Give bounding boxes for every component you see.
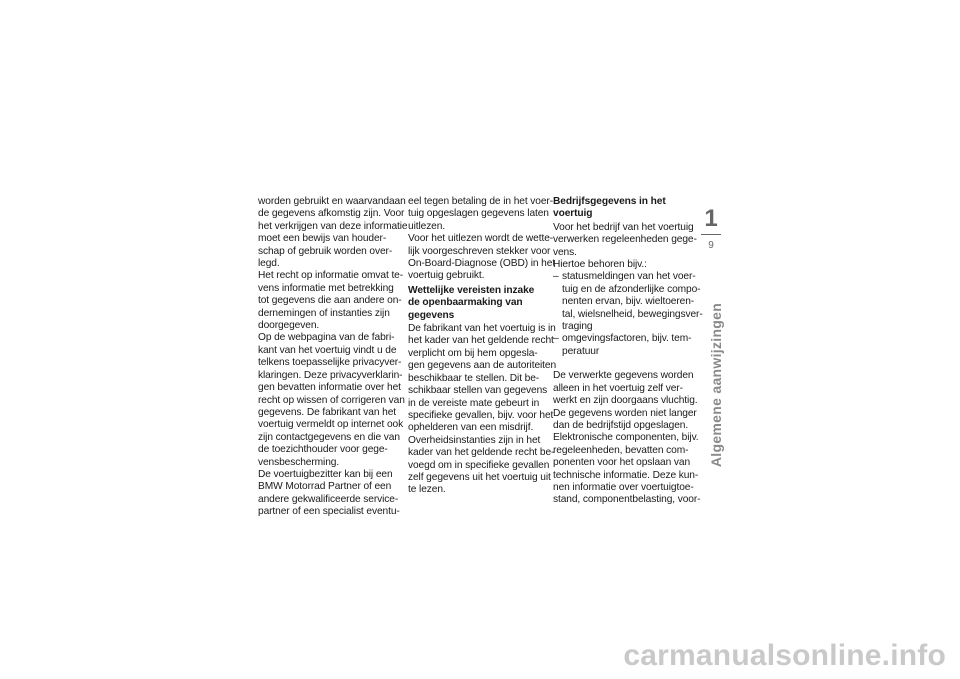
chapter-side-title: Algemene aanwijzingen (708, 302, 724, 468)
paragraph (258, 270, 404, 332)
bullet-dash: – (553, 333, 559, 345)
text-line: verplicht om bij hem opgesla- (408, 347, 538, 359)
watermark: carmanualsonline.info (623, 639, 946, 672)
text-line: ponenten voor het opslaan van (553, 457, 691, 469)
heading-line: voertuig (553, 208, 593, 220)
text-line: legd. (258, 258, 280, 270)
heading-line: de openbaarmaking van (408, 297, 523, 309)
heading-line: Wettelijke vereisten inzake (408, 284, 535, 296)
text-line: De verwerkte gegevens worden (553, 370, 694, 382)
text-line: De gegevens worden niet langer (553, 407, 697, 419)
bullet-text: statusmeldingen van het voer- (562, 271, 696, 283)
bullet-first-line (553, 333, 693, 345)
paragraph (258, 196, 408, 270)
text-line: voegd om in specifieke gevallen (408, 459, 550, 471)
text-line: De fabrikant van het voertuig is in (408, 323, 556, 335)
text-line: andere gekwalificeerde service- (258, 493, 399, 505)
text-line: lijk voorgeschreven stekker voor (408, 245, 551, 257)
paragraph-gap (553, 358, 693, 370)
text-line: Elektronische componenten, bijv. (553, 432, 699, 444)
text-line: vens. (553, 246, 577, 258)
text-line: recht op wissen of corrigeren van (258, 394, 405, 406)
text-line: het kader van het geldende recht (408, 335, 554, 347)
text-line: uitlezen. (408, 220, 446, 232)
text-line: doorgegeven. (258, 320, 320, 332)
heading-line: gegevens (408, 309, 455, 321)
text-line: Op de webpagina van de fabri- (258, 332, 395, 344)
paragraph (408, 233, 556, 283)
text-line: ophelderen van een misdrijf. (408, 422, 534, 434)
text-line: Hiertoe behoren bijv.: (553, 259, 647, 271)
text-line: specifieke gevallen, bijv. voor het (408, 409, 554, 421)
text-line: regeleenheden, bevatten com- (553, 444, 689, 456)
text-line: kant van het voertuig vindt u de (258, 344, 397, 356)
paragraph (553, 370, 698, 432)
text-line: worden gebruikt en waarvandaan (258, 196, 406, 207)
text-line: kader van het geldende recht be- (408, 447, 555, 459)
text-line: voertuig vermeldt op internet ook (258, 419, 404, 431)
text-line: de gegevens afkomstig zijn. Voor (258, 208, 405, 220)
bullet-text: tuig en de afzonderlijke compo- (562, 283, 701, 295)
bullet-item (553, 271, 703, 333)
text-line: gen bevatten informatie over het (258, 382, 401, 394)
text-line: beschikbaar te stellen. Dit be- (408, 372, 540, 384)
chapter-divider (701, 234, 721, 235)
text-line: werkt en zijn doorgaans vluchtig. (553, 395, 698, 407)
text-line: vens informatie met betrekking (258, 282, 394, 294)
heading-line: Bedrijfsgegevens in het (553, 196, 666, 207)
text-line: het verkrijgen van deze informatie (258, 220, 408, 232)
text-line: dan de bedrijfstijd opgeslagen. (553, 419, 689, 431)
paragraph (553, 432, 701, 506)
text-line: zijn contactgegevens en die van (258, 431, 400, 443)
text-column-3 (553, 196, 703, 507)
text-column-2 (408, 196, 557, 497)
text-line: vensbescherming. (258, 456, 340, 468)
text-line: gegevens. De fabrikant van het (258, 406, 397, 418)
text-line: Voor het uitlezen wordt de wette- (408, 233, 554, 245)
text-line: BMW Motorrad Partner of een (258, 481, 392, 493)
text-line: telkens toepasselijke privacyver- (258, 357, 402, 369)
text-line: schikbaar stellen van gegevens (408, 385, 548, 397)
text-column-1 (258, 196, 408, 519)
bullet-text: traging (562, 321, 593, 333)
paragraph (553, 259, 693, 271)
text-line: in de vereiste mate gebeurt in (408, 397, 540, 409)
text-line: gen gegevens aan de autoriteiten (408, 360, 557, 372)
paragraph (408, 323, 557, 435)
text-line: eel tegen betaling de in het voer- (408, 196, 553, 207)
section-heading (553, 196, 693, 221)
text-line: technische informatie. Deze kun- (553, 469, 699, 481)
text-line: te lezen. (408, 484, 446, 496)
bullet-text: omgevingsfactoren, bijv. tem- (562, 333, 692, 345)
page-number: 9 (708, 240, 714, 251)
chapter-number: 1 (704, 205, 718, 232)
text-line: voertuig gebruikt. (408, 270, 485, 282)
paragraph (258, 469, 398, 519)
text-line: zelf gegevens uit het voertuig uit (408, 471, 551, 483)
text-line: Het recht op informatie omvat te- (258, 270, 404, 282)
bullet-text: tal, wielsnelheid, bewegingsver- (562, 308, 703, 320)
text-line: Overheidsinstanties zijn in het (408, 434, 541, 446)
text-line: On-Board-Diagnose (OBD) in het (408, 258, 556, 270)
text-line: tuig opgeslagen gegevens laten (408, 208, 549, 220)
text-line: nen informatie over voertuigtoe- (553, 481, 694, 493)
text-line: verwerken regeleenheden gege- (553, 234, 697, 246)
bullet-dash: – (553, 271, 559, 283)
paragraph (553, 221, 697, 259)
section-heading (408, 285, 548, 322)
text-line: dernemingen of instanties zijn (258, 307, 390, 319)
text-line: stand, componentbelasting, voor- (553, 494, 701, 506)
text-line: klaringen. Deze privacyverklarin- (258, 369, 403, 381)
paragraph (258, 332, 405, 468)
text-line: moet een bewijs van houder- (258, 233, 387, 245)
text-line: partner of een specialist eventu- (258, 506, 400, 518)
text-line: tot gegevens die aan andere on- (258, 295, 402, 307)
paragraph (408, 196, 553, 233)
text-line: Voor het bedrijf van het voertuig (553, 221, 694, 233)
text-line: de toezichthouder voor gege- (258, 444, 388, 456)
text-line: De voertuigbezitter kan bij een (258, 468, 393, 480)
bullet-first-line (553, 271, 696, 283)
bullet-item (553, 333, 693, 358)
bullet-text: peratuur (562, 345, 600, 357)
text-line: alleen in het voertuig zelf ver- (553, 382, 683, 394)
text-line: schap of gebruik worden over- (258, 245, 393, 257)
bullet-text: nenten ervan, bijv. wieltoeren- (562, 296, 695, 308)
paragraph (408, 434, 555, 497)
